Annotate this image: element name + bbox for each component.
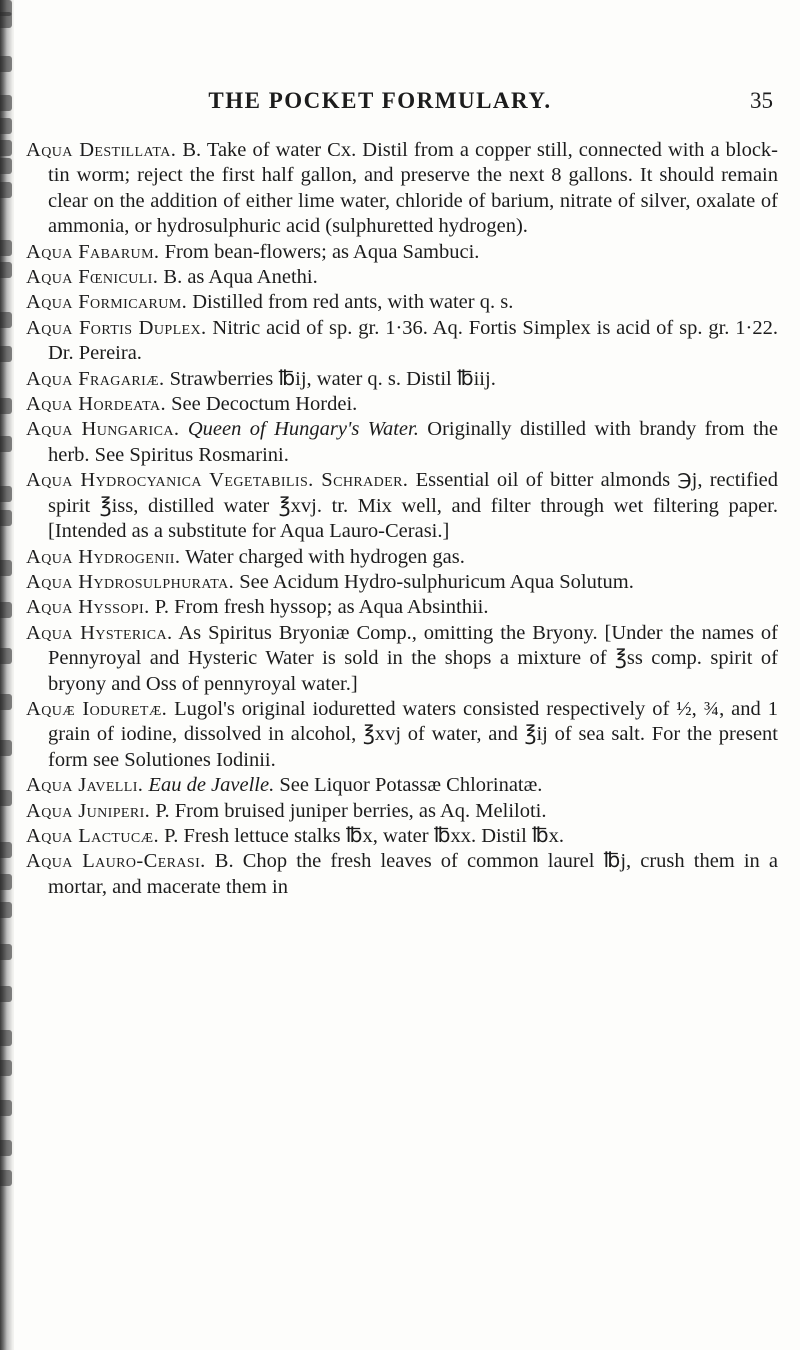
entry-text: B. Take of water Cx. Distil from a copper still, connected with a block-tin worm; reject the first half gallon, and preserve the next 8 gallons. It should remain clear on the addition of either lime water, chloride of barium, nitrate of silver, oxalate of ammonia, or hydrosulphuric acid (sulphuretted hydrogen). [48, 139, 778, 238]
entry-text: See Acidum Hydro-sulphuricum Aqua Solutum. [234, 570, 634, 593]
binding-notch [0, 842, 12, 858]
entry-text: Distilled from red ants, with water q. s. [187, 291, 514, 314]
entry-italic-title: Queen of Hungary's Water. [187, 418, 419, 441]
binding-notch [0, 436, 12, 452]
entry-heading: Aqua Javelli. [26, 774, 144, 797]
entry-heading: Aqua Hydrosulphurata. [26, 570, 235, 593]
formulary-entry [26, 290, 778, 315]
entry-heading: Aqua Hydrocyanica Vegetabilis. Schrader. [26, 469, 409, 492]
formulary-entry [26, 595, 778, 620]
entry-text: P. Fresh lettuce stalks ℔x, water ℔xx. Distil ℔x. [159, 824, 565, 847]
binding-notch [0, 1060, 12, 1076]
formulary-entry [26, 570, 778, 595]
binding-notch [0, 95, 12, 111]
entry-text: See Liquor Potassæ Chlorinatæ. [274, 774, 543, 797]
binding-notch [0, 56, 12, 72]
entry-text: See Decoctum Hordei. [166, 393, 358, 416]
binding-notch [0, 1030, 12, 1046]
binding-notch [0, 240, 12, 256]
entry-text: B. as Aqua Anethi. [158, 266, 318, 289]
entry-text: P. From bruised juniper berries, as Aq. Meliloti. [150, 799, 547, 822]
entry-text: Water charged with hydrogen gas. [180, 545, 465, 568]
entry-text: From bean-flowers; as Aqua Sambuci. [159, 240, 480, 263]
entry-text: P. From fresh hyssop; as Aqua Absinthii. [149, 596, 489, 619]
entry-text: Lugol's original ioduretted waters consisted respectively of ½, ¾, and 1 grain of iodine, dissolved in alcohol, ℥xvj of water, and ℥ij of sea salt. For the present form see Solutiones Iodinii. [48, 697, 778, 771]
binding-notch [0, 648, 12, 664]
entry-text: B. Chop the fresh leaves of common laurel ℔j, crush them in a mortar, and macerate them in [48, 850, 778, 898]
entry-heading: Aqua Hyssopi. [26, 596, 150, 619]
binding-notch [0, 312, 12, 328]
entry-heading: Aqua Hydrogenii. [26, 545, 181, 568]
entry-heading: Aqua Lauro-Cerasi. [26, 850, 206, 873]
entry-text: Essential oil of bitter almonds ℈j, rectified spirit ℥iss, distilled water ℥xvj. tr. Mix well, and filter through wet filtering paper. [Intended as a substitute for Aqua Lauro-Cerasi.] [48, 469, 778, 543]
binding-notch [0, 790, 12, 806]
entry-heading: Aqua Fabarum. [26, 240, 160, 263]
entry-heading: Aqua Formicarum. [26, 291, 188, 314]
entry-heading: Aqua Hungarica. [26, 418, 180, 441]
formulary-entry [26, 265, 778, 290]
binding-notch [0, 346, 12, 362]
binding-notch [0, 118, 12, 134]
entry-heading: Aqua Juniperi. [26, 799, 151, 822]
entry-text: Strawberries ℔ij, water q. s. Distil ℔iij. [164, 367, 496, 390]
binding-notch [0, 944, 12, 960]
binding-notch [0, 602, 12, 618]
entry-heading: Aqua Hysterica. [26, 621, 173, 644]
entry-heading: Aqua Fœniculi. [26, 266, 159, 289]
formulary-entry [26, 316, 778, 367]
entry-text: Originally distilled with brandy from the herb. See Spiritus Rosmarini. [48, 418, 779, 466]
formulary-entry [26, 849, 778, 900]
formulary-entry [26, 799, 778, 824]
formulary-entry [26, 367, 778, 392]
binding-edge [0, 0, 14, 1350]
binding-notch [0, 902, 12, 918]
entry-italic-title: Eau de Javelle. [148, 774, 275, 797]
formulary-entry [26, 417, 778, 468]
binding-notch [0, 158, 12, 174]
formulary-entry [26, 138, 778, 240]
formulary-entries [26, 138, 778, 900]
formulary-entry [26, 621, 778, 697]
formulary-entry [26, 468, 778, 544]
binding-notch [0, 398, 12, 414]
running-head: THE POCKET FORMULARY. [208, 88, 552, 113]
entry-heading: Aqua Lactucæ. [26, 824, 160, 847]
formulary-entry [26, 697, 778, 773]
binding-notch [0, 1140, 12, 1156]
formulary-entry [26, 545, 778, 570]
binding-notch [0, 510, 12, 526]
binding-notch [0, 12, 12, 28]
binding-notch [0, 1170, 12, 1186]
entry-text: Nitric acid of sp. gr. 1·36. Aq. Fortis Simplex is acid of sp. gr. 1·22. Dr. Pereira. [48, 316, 778, 365]
entry-heading: Aquæ Ioduretæ. [26, 697, 168, 720]
binding-notch [0, 986, 12, 1002]
formulary-entry [26, 773, 778, 798]
binding-notch [0, 1100, 12, 1116]
formulary-entry [26, 824, 778, 849]
page-number: 35 [750, 88, 773, 113]
binding-notch [0, 182, 12, 198]
entry-heading: Aqua Hordeata. [26, 393, 166, 416]
formulary-entry [26, 392, 778, 417]
binding-notch [0, 694, 12, 710]
binding-notch [0, 140, 12, 156]
entry-heading: Aqua Fragariæ. [26, 367, 165, 390]
binding-notch [0, 874, 12, 890]
entry-text: As Spiritus Bryoniæ Comp., omitting the Bryony. [Under the names of Pennyroyal and Hysteric Water is sold in the shops a mixture of ℥ss comp. spirit of bryony and Oss of pennyroyal water.] [48, 621, 779, 695]
entry-heading: Aqua Destillata. [26, 139, 177, 161]
entry-heading: Aqua Fortis Duplex. [26, 316, 207, 339]
formulary-entry [26, 240, 778, 265]
binding-notch [0, 486, 12, 502]
binding-notch [0, 740, 12, 756]
binding-notch [0, 560, 12, 576]
binding-notch [0, 262, 12, 278]
